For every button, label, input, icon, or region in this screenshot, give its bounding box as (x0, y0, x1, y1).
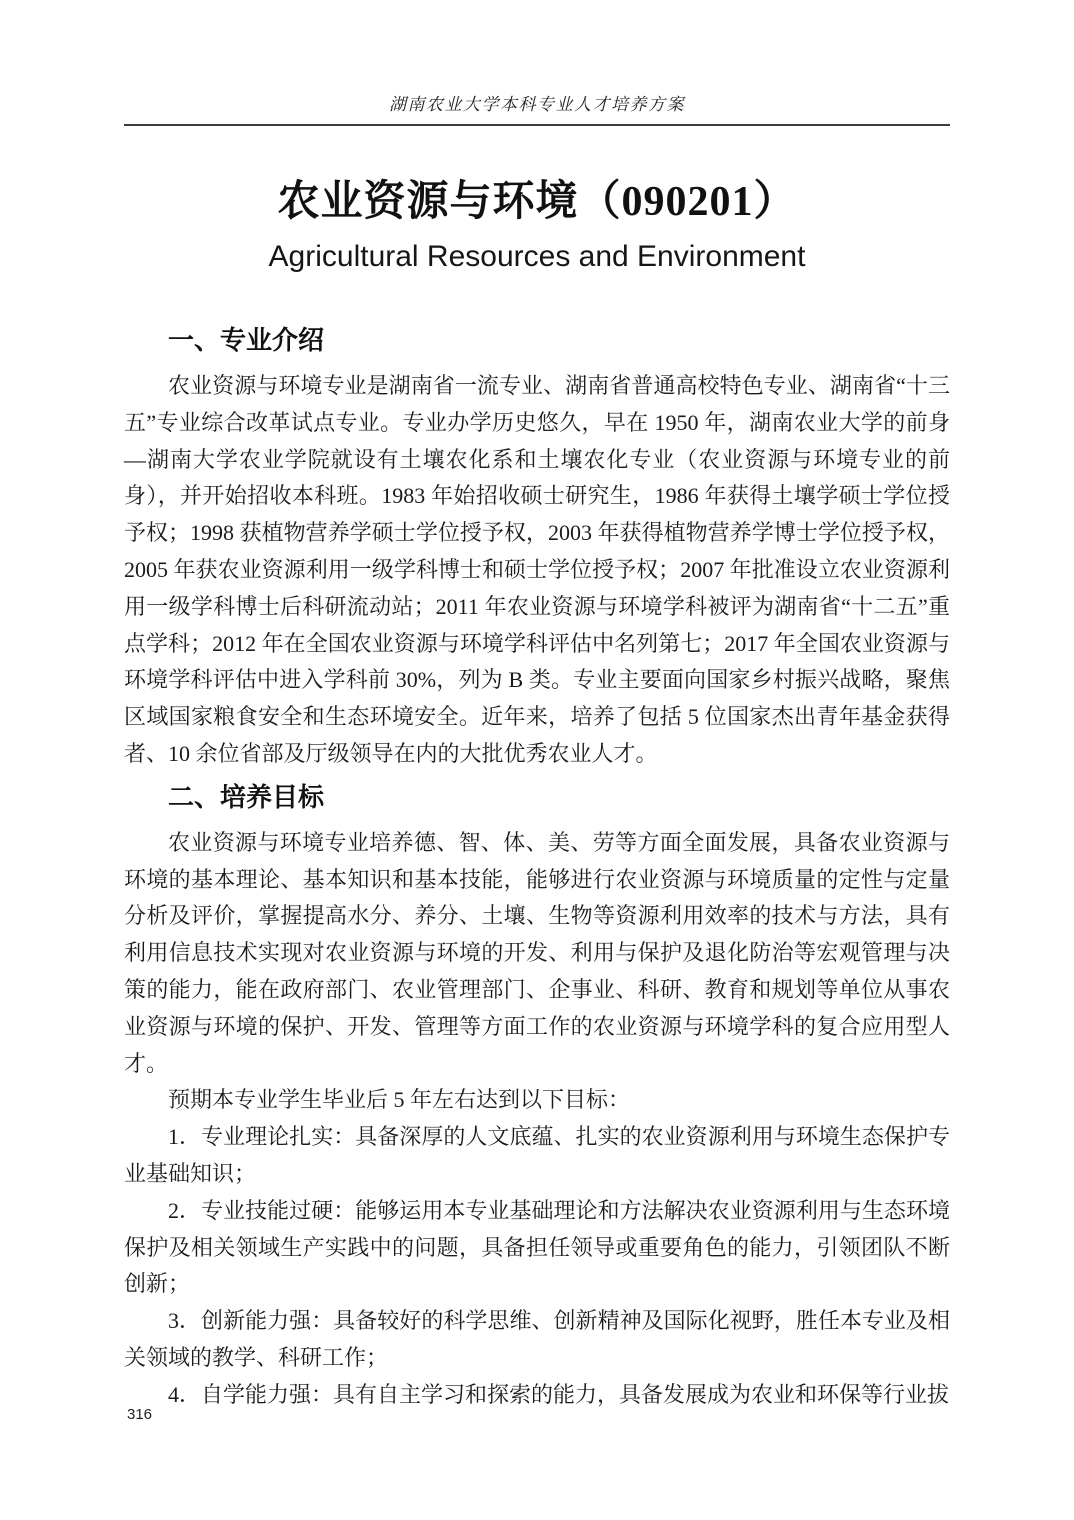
running-header (124, 0, 950, 126)
section-2-goal-item-1: 1．专业理论扎实：具备深厚的人文底蕴、扎实的农业资源利用与环境生态保护专业基础知识； (124, 1124, 950, 1186)
section-2-goal-item-3: 3．创新能力强：具备较好的科学思维、创新精神及国际化视野，胜任本专业及相关领域的教学、科研工作； (124, 1308, 950, 1370)
section-2-goal-item-2: 2．专业技能过硬：能够运用本专业基础理论和方法解决农业资源利用与生态环境保护及相关领域生产实践中的问题，具备担任领导或重要角色的能力，引领团队不断创新； (124, 1197, 950, 1297)
doc-title-zh: 农业资源与环境（090201） (277, 179, 797, 225)
section-1-paragraph-intro: 农业资源与环境专业是湖南省一流专业、湖南省普通高校特色专业、湖南省“十三五”专业综合改革试点专业。专业办学历史悠久，早在 1950 年，湖南农业大学的前身—湖南大学农业学院就设有土壤农化系和土壤农化专业（农业资源与环境专业的前身），并开始招收本科班。1983 年始招收硕士研究生，1986 年获得土壤学硕士学位授予权；1998 获植物营养学硕士学位授予权，2003 年获得植物营养学博士学位授予权，2005 年获农业资源利用一级学科博士和硕士学位授予权；2007 年批准设立农业资源利用一级学科博士后科研流动站；2011 年农业资源与环境学科被评为湖南省“十二五”重点学科；2012 年在全国农业资源与环境学科评估中名列第七；2017 年全国农业资源与环境学科评估中进入学科前 30%，列为 B 类。专业主要面向国家乡村振兴战略，聚焦区域国家粮食安全和生态环境安全。近年来，培养了包括 5 位国家杰出青年基金获得者、10 余位省部及厅级领导在内的大批优秀农业人才。 (124, 373, 950, 766)
section-2-paragraph-overview: 农业资源与环境专业培养德、智、体、美、劳等方面全面发展，具备农业资源与环境的基本理论、基本知识和基本技能，能够进行农业资源与环境质量的定性与定量分析及评价，掌握提高水分、养分、土壤、生物等资源利用效率的技术与方法，具有利用信息技术实现对农业资源与环境的开发、利用与保护及退化防治等宏观管理与决策的能力，能在政府部门、农业管理部门、企事业、科研、教育和规划等单位从事农业资源与环境的保护、开发、管理等方面工作的农业资源与环境学科的复合应用型人才。 (124, 829, 950, 1076)
doc-title-en: Agricultural Resources and Environment (268, 240, 806, 273)
section-2-heading: 二、培养目标 (168, 781, 325, 812)
section-1-heading: 一、专业介绍 (168, 325, 325, 355)
section-2-goal-item-4: 4．自学能力强：具有自主学习和探索的能力，具备发展成为农业和环保等行业拔 (168, 1381, 950, 1407)
running-header-text: 湖南农业大学本科专业人才培养方案 (389, 95, 685, 114)
page-number: 316 (127, 1406, 153, 1423)
section-2-paragraph-goals-lead: 预期本专业学生毕业后 5 年左右达到以下目标： (168, 1087, 631, 1113)
